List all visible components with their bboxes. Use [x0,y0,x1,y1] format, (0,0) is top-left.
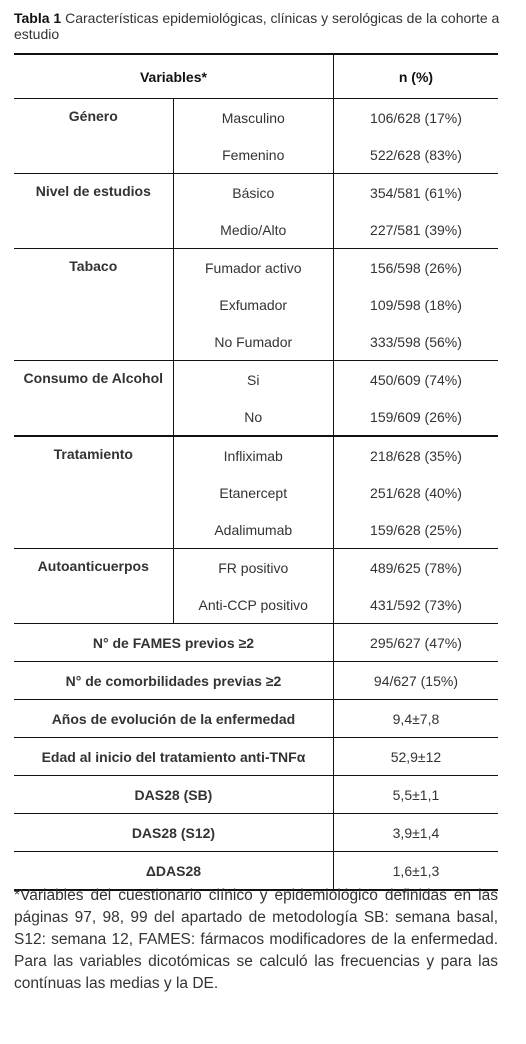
value-cell: 3,9±1,4 [333,814,498,852]
value-cell: 489/625 (78%) [333,549,498,587]
value-cell: 218/628 (35%) [333,436,498,474]
group-label-nivel-estudios: Nivel de estudios [14,174,173,249]
value-cell: 333/598 (56%) [370,333,462,350]
table-row [14,662,498,700]
group-label-genero: Género [14,99,173,174]
table-row [14,738,498,776]
sub-label: Anti-CCP positivo [173,586,333,624]
row-label: Años de evolución de la enfermedad [14,700,333,738]
table-caption-text: Características epidemiológicas, clínicas y serológicas de la cohorte a estudio [14,10,500,42]
value-cell: 94/627 (15%) [333,662,498,700]
table-header-row [14,54,498,99]
table-row [14,99,498,137]
table-row [14,361,498,399]
value-cell: 431/592 (73%) [370,596,462,613]
value-cell: 52,9±12 [333,738,498,776]
value-cell: 106/628 (17%) [370,109,462,126]
value-cell: 227/581 (39%) [370,221,462,238]
sub-label: Medio/Alto [173,211,333,249]
value-cell: 251/628 (40%) [370,484,462,501]
sub-label: Etanercept [173,474,333,511]
table-row [14,436,498,474]
value-cell: 450/609 (74%) [333,361,498,399]
value-cell: 156/598 (26%) [333,249,498,287]
sub-label: Masculino [173,99,333,137]
row-label: ΔDAS28 [14,852,333,891]
row-label: DAS28 (S12) [14,814,333,852]
table-footnote: *Variables del cuestionario clínico y epidemiológico definidas en las páginas 97, 98, 99 del apartado de metodología SB: semana basal, S12: semana 12, FAMES: fármacos modificadores de la enfermedad. Para las variables dicotómicas se calculó las frecuencias y para las contínuas las medias y la DE. [14,887,498,992]
value-cell: 522/628 (83%) [370,146,462,163]
sub-label: FR positivo [173,549,333,587]
sub-label: Adalimumab [173,511,333,549]
table-row [14,174,498,212]
sub-label: Exfumador [173,286,333,323]
value-cell: 354/581 (61%) [333,174,498,212]
sub-label: Femenino [173,136,333,174]
row-label: Edad al inicio del tratamiento anti-TNFα [14,738,333,776]
table-row [14,776,498,814]
table-caption [14,10,504,42]
table-caption-label: Tabla 1 [14,10,62,26]
header-n: n (%) [333,54,498,99]
header-variables: Variables* [14,54,333,99]
group-label-autoanticuerpos: Autoanticuerpos [14,549,173,624]
table-row [14,700,498,738]
sub-label: Fumador activo [173,249,333,287]
group-label-alcohol: Consumo de Alcohol [14,361,173,437]
table-row [14,814,498,852]
row-label: N° de FAMES previos ≥2 [14,624,333,662]
characteristics-table [14,53,498,891]
value-cell: 1,6±1,3 [333,852,498,891]
value-cell: 5,5±1,1 [333,776,498,814]
group-label-tabaco: Tabaco [14,249,173,361]
value-cell: 159/628 (25%) [370,521,462,538]
group-label-tratamiento: Tratamiento [14,436,173,549]
table-row [14,249,498,287]
sub-label: Infliximab [173,436,333,474]
row-label: DAS28 (SB) [14,776,333,814]
value-cell: 295/627 (47%) [333,624,498,662]
table-row [14,549,498,587]
sub-label: No Fumador [173,323,333,361]
sub-label: No [173,398,333,436]
value-cell: 109/598 (18%) [370,296,462,313]
value-cell: 159/609 (26%) [370,408,462,425]
table-row [14,624,498,662]
value-cell: 9,4±7,8 [333,700,498,738]
row-label: N° de comorbilidades previas ≥2 [14,662,333,700]
sub-label: Básico [173,174,333,212]
sub-label: Si [173,361,333,399]
